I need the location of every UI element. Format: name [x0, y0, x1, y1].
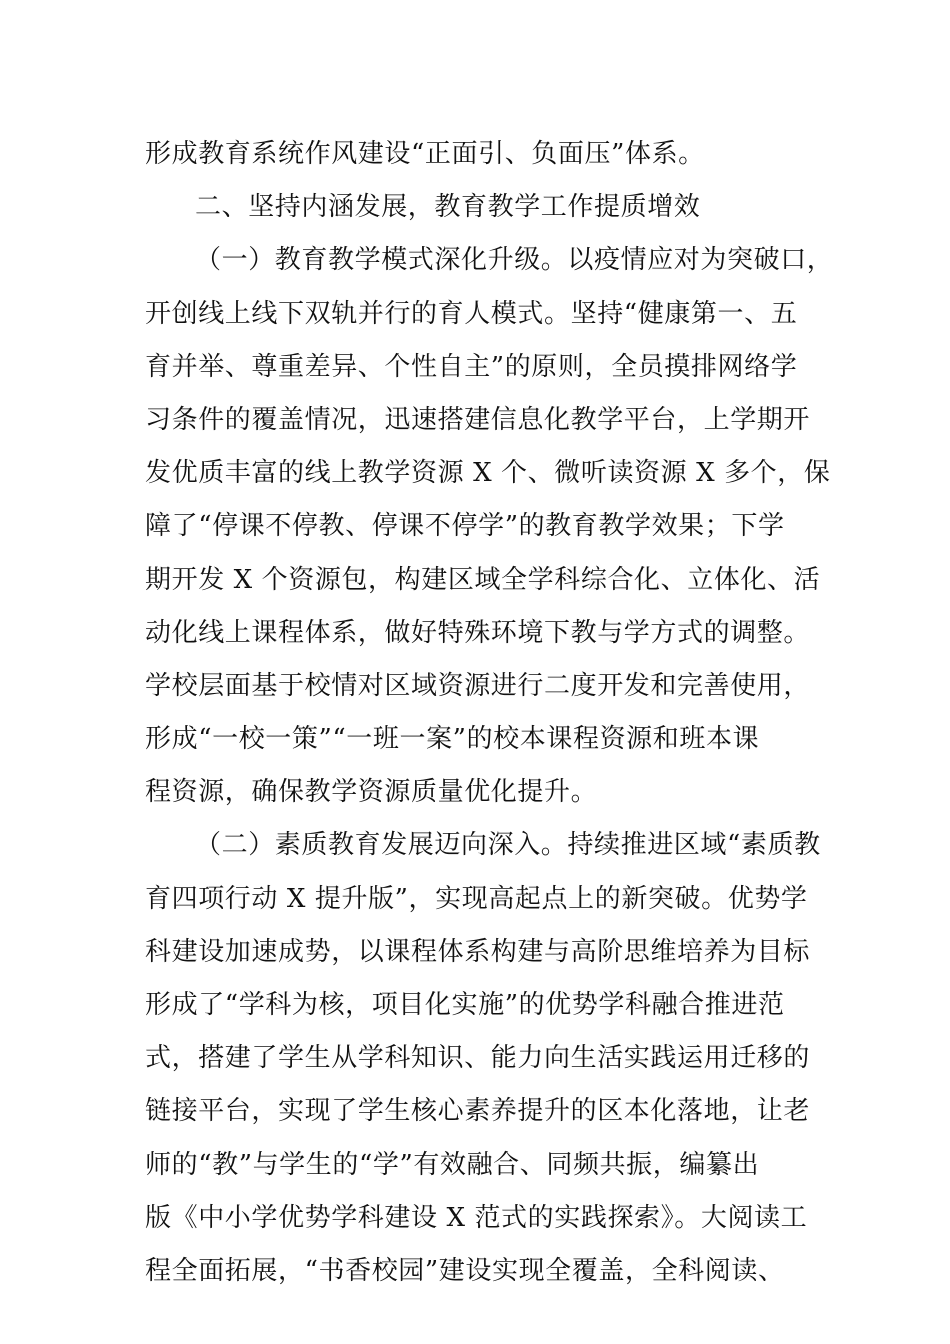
text-line-18: 式，搭建了学生从学科知识、能力向生活实践运用迁移的: [145, 1043, 811, 1074]
body-text: [145, 128, 834, 1298]
text-line-6: 习条件的覆盖情况，迅速搭建信息化教学平台，上学期开: [145, 404, 811, 435]
text-line-15: 育四项行动 X 提升版”，实现高起点上的新突破。优势学: [145, 883, 808, 914]
paragraph-2-start: （二）素质教育发展迈向深入。持续推进区域“素质教: [195, 830, 821, 861]
text-line-20: 师的“教”与学生的“学”有效融合、同频共振，编纂出: [145, 1149, 760, 1180]
text-line-21: 版《中小学优势学科建设 X 范式的实践探索》。大阅读工: [145, 1202, 808, 1233]
text-line-1: 形成教育系统作风建设“正面引、负面压”体系。: [145, 139, 705, 169]
text-line-4: 开创线上线下双轨并行的育人模式。坚持“健康第一、五: [145, 298, 798, 329]
text-line-5: 育并举、尊重差异、个性自主”的原则，全员摸排网络学: [145, 351, 798, 382]
text-line-7: 发优质丰富的线上教学资源 X 个、微听读资源 X 多个，保: [145, 458, 831, 489]
text-line-17: 形成了“学科为核，项目化实施”的优势学科融合推进范: [145, 990, 785, 1020]
paragraph-1-start: （一）教育教学模式深化升级。以疫情应对为突破口，: [195, 245, 834, 276]
text-line-12: 形成“一校一策”“一班一案”的校本课程资源和班本课: [145, 724, 760, 755]
text-line-11: 学校层面基于校情对区域资源进行二度开发和完善使用，: [145, 670, 811, 701]
text-line-10: 动化线上课程体系，做好特殊环境下教与学方式的调整。: [145, 617, 811, 648]
text-line-16: 科建设加速成势，以课程体系构建与高阶思维培养为目标: [145, 936, 811, 967]
text-line-8: 障了“停课不停教、停课不停学”的教育教学效果；下学: [145, 511, 785, 542]
text-line-22: 程全面拓展，“书香校园”建设实现全覆盖，全科阅读、: [145, 1255, 785, 1286]
text-line-19: 链接平台，实现了学生核心素养提升的区本化落地，让老: [145, 1096, 811, 1127]
section-heading: 二、坚持内涵发展，教育教学工作提质增效: [195, 192, 701, 223]
text-line-9: 期开发 X 个资源包，构建区域全学科综合化、立体化、活: [145, 564, 821, 595]
text-line-13: 程资源，确保教学资源质量优化提升。: [145, 777, 598, 808]
